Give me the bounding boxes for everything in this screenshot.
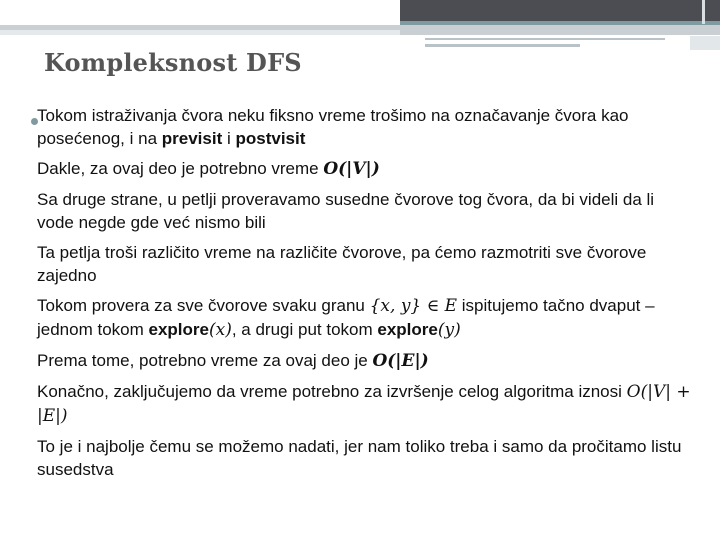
paragraph-2: [37, 157, 693, 181]
p5-explore-1: explore: [148, 320, 209, 339]
p1-postvisit: postvisit: [235, 129, 306, 148]
paragraph-7: [37, 380, 693, 428]
paragraph-3: [37, 188, 693, 234]
p1-and: i: [222, 129, 236, 148]
header-accent-line: [425, 38, 665, 40]
header-accent-line-short: [425, 44, 580, 47]
p5-math-edge: {x, y} ∈ E: [369, 296, 458, 316]
p6-text: Prema tome, potrebno vreme za ovaj deo je: [37, 351, 373, 370]
p5-math-y: (y): [437, 320, 461, 340]
p3-text: Sa druge strane, u petlji proveravamo susedne čvorove tog čvora, da bi videli da li vode negde gde već nismo bili: [37, 190, 655, 232]
paragraph-4: [37, 241, 693, 287]
slide-content: [37, 104, 693, 488]
paragraph-6: [37, 349, 693, 373]
p2-text: Dakle, za ovaj deo je potrebno vreme: [37, 159, 324, 178]
p2-math-ov: O(|V|): [323, 159, 380, 179]
header-decoration: [0, 0, 720, 50]
p5-text-2: ispitujemo tačno dvaput – jednom tokom: [37, 296, 655, 339]
header-tick: [702, 0, 705, 24]
p5-math-x: (x): [208, 320, 232, 340]
header-corner-block: [690, 36, 720, 50]
p8-text: To je i najbolje čemu se možemo nadati, jer nam toliko treba i samo da pročitamo listu susedstva: [37, 437, 682, 479]
header-light-strip: [0, 30, 400, 35]
p6-math-oe: O(|E|): [372, 351, 429, 371]
p4-text: Ta petlja troši različito vreme na različite čvorove, pa ćemo razmotriti sve čvorove zajedno: [37, 243, 647, 285]
p1-text: Tokom istraživanja čvora neku fiksno vreme trošimo na označavanje čvora kao posećenog, i na: [37, 106, 629, 148]
slide-title: Kompleksnost DFS: [44, 48, 302, 77]
p7-text: Konačno, zaključujemo da vreme potrebno za izvršenje celog algoritma iznosi: [37, 382, 627, 401]
p5-explore-2: explore: [377, 320, 438, 339]
paragraph-8: [37, 435, 693, 481]
p5-text-1: Tokom provera za sve čvorove svaku granu: [37, 296, 370, 315]
p7-math-ove: O(|V| + |E|): [37, 382, 691, 426]
paragraph-1: [37, 104, 693, 150]
p1-previsit: previsit: [161, 129, 223, 148]
paragraph-5: [37, 294, 693, 342]
p5-text-3: , a drugi put tokom: [231, 320, 378, 339]
